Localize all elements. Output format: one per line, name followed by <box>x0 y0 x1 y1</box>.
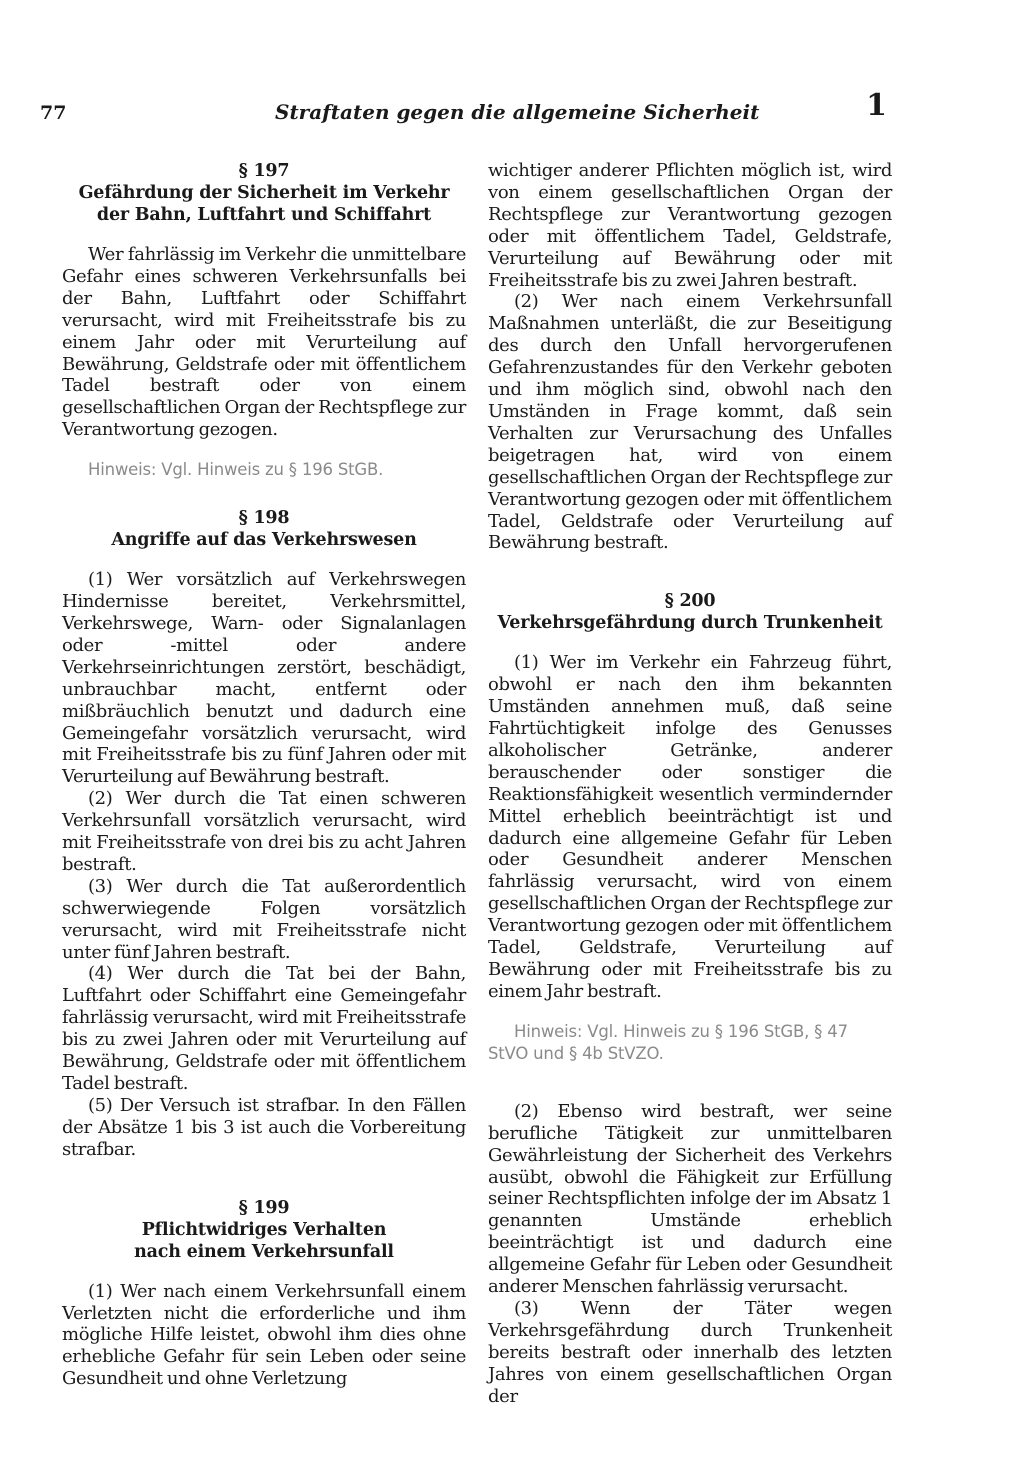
section-200-paragraph-1: (1) Wer im Verkehr ein Fahrzeug führt, obwohl er nach den ihm bekannten Umständen annehmen muß, daß seine Fahrtüchtigkeit infolge des Genusses alkoholischer Getränke, anderer berauschender oder sonstiger die Reaktionsfähigkeit wesentlich vermindernder Mittel erheblich beeinträchtigt ist und dadurch eine allgemeine Gefahr für Leben oder Gesundheit anderer Menschen fahrlässig verursacht, wird von einem gesellschaftlichen Organ der Rechtspflege zur Verantwortung gezogen oder mit öffentlichem Tadel, Geldstrafe, Verurteilung auf Bewährung oder mit Freiheitsstrafe bis zu einem Jahr bestraft. <box>488 652 892 1002</box>
section-198-number: § 198 <box>238 508 290 529</box>
section-199-paragraph-1: (1) Wer nach einem Verkehrsunfall einem Verletzten nicht die erforderliche und ihm mögliche Hilfe leistet, obwohl ihm dies ohne erhebliche Gefahr für sein Leben oder seine Gesundheit und ohne Verletzung <box>62 1280 466 1390</box>
section-198-paragraph-5: (5) Der Versuch ist strafbar. In den Fällen der Absätze 1 bis 3 ist auch die Vorbereitung strafbar. <box>62 1094 466 1160</box>
section-199-paragraph-1-continued: wichtiger anderer Pflichten möglich ist, wird von einem gesellschaftlichen Organ der Rechtspflege zur Verantwortung gezogen oder mit öffentlichem Tadel, Geldstrafe, Verurteilung auf Bewährung oder mit Freiheitsstrafe bis zu zwei Jahren bestraft. <box>488 160 892 291</box>
chapter-number: 1 <box>866 88 887 123</box>
section-198-title: Angriffe auf das Verkehrswesen <box>111 530 417 551</box>
page-header <box>40 88 895 130</box>
section-198-paragraph-2: (2) Wer durch die Tat einen schweren Verkehrsunfall vorsätzlich verursacht, wird mit Freiheitsstrafe von drei bis zu acht Jahren bestraft. <box>62 788 466 875</box>
left-column <box>62 160 466 1390</box>
section-199-title-line-1: Pflichtwidriges Verhalten <box>141 1219 387 1240</box>
running-title: Straftaten gegen die allgemeine Sicherheit <box>275 100 760 124</box>
section-197-title-line-1: Gefährdung der Sicherheit im Verkehr <box>78 183 450 203</box>
section-198-paragraph-1: (1) Wer vorsätzlich auf Verkehrswegen Hindernisse bereitet, Verkehrsmittel, Verkehrswege, Warn- oder Signalanlagen oder -mittel oder andere Verkehrseinrichtungen zerstört, beschädigt, unbrauchbar macht, entfernt oder mißbräuchlich benutzt und dadurch eine Gemeingefahr vorsätzlich verursacht, wird mit Freiheitsstrafe bis zu fünf Jahren oder mit Verurteilung auf Bewährung bestraft. <box>62 569 466 788</box>
section-200-number: § 200 <box>664 591 716 612</box>
section-198-paragraph-4: (4) Wer durch die Tat bei der Bahn, Luftfahrt oder Schiffahrt eine Gemeingefahr fahrlässig verursacht, wird mit Freiheitsstrafe bis zu zwei Jahren oder mit Verurteilung auf Bewährung, Geldstrafe oder mit öffentlichem Tadel bestraft. <box>62 963 466 1094</box>
section-199-number: § 199 <box>238 1197 290 1218</box>
section-199-paragraph-2: (2) Wer nach einem Verkehrsunfall Maßnahmen unterläßt, die zur Beseitigung des durch den Unfall hervorgerufenen Gefahrenzustandes für den Verkehr geboten und ihm möglich sind, obwohl nach den Umständen in Frage kommt, daß sein Verhalten zur Verursachung des Unfalles beigetragen hat, wird von einem gesellschaftlichen Organ der Rechtspflege zur Verantwortung gezogen oder mit öffentlichem Tadel, Geldstrafe oder Verurteilung auf Bewährung bestraft. <box>488 291 892 554</box>
page-number: 77 <box>40 102 67 124</box>
section-200-paragraph-2: (2) Ebenso wird bestraft, wer seine berufliche Tätigkeit zur unmittelbaren Gewährleistung der Sicherheit des Verkehrs ausübt, obwohl die Fähigkeit zur Erfüllung seiner Rechtspflichten infolge der im Absatz 1 genannten Umstände erheblich beeinträchtigt ist und dadurch eine allgemeine Gefahr für Leben oder Gesundheit anderer Menschen fahrlässig verursacht. <box>488 1100 892 1298</box>
section-197-title-line-2: der Bahn, Luftfahrt und Schiffahrt <box>96 205 432 225</box>
section-199-title-line-2: nach einem Verkehrsunfall <box>134 1241 394 1262</box>
section-197-number: § 197 <box>238 161 290 181</box>
section-197-paragraph: Wer fahrlässig im Verkehr die unmittelbare Gefahr eines schweren Verkehrsunfalls bei der Bahn, Luftfahrt oder Schiffahrt verursacht, wird mit Freiheitsstrafe bis zu einem Jahr oder mit Verurteilung auf Bewährung, Geldstrafe oder mit öffentlichem Tadel bestraft oder von einem gesellschaftlichen Organ der Rechtspflege zur Verantwortung gezogen. <box>62 244 466 441</box>
section-200-title: Verkehrsgefährdung durch Trunkenheit <box>497 613 883 634</box>
section-200-hinweis: Hinweis: Vgl. Hinweis zu § 196 StGB, § 47 StVO und § 4b StVZO. <box>488 1021 848 1063</box>
section-200-paragraph-3: (3) Wenn der Täter wegen Verkehrsgefährdung durch Trunkenheit bereits bestraft oder innerhalb des letzten Jahres von einem gesellschaftlichen Organ der <box>488 1297 892 1407</box>
right-column <box>488 160 892 1408</box>
section-197-hinweis: Hinweis: Vgl. Hinweis zu § 196 StGB. <box>88 460 384 480</box>
section-198-paragraph-3: (3) Wer durch die Tat außerordentlich schwerwiegende Folgen vorsätzlich verursacht, wird mit Freiheitsstrafe nicht unter fünf Jahren bestraft. <box>62 875 466 963</box>
